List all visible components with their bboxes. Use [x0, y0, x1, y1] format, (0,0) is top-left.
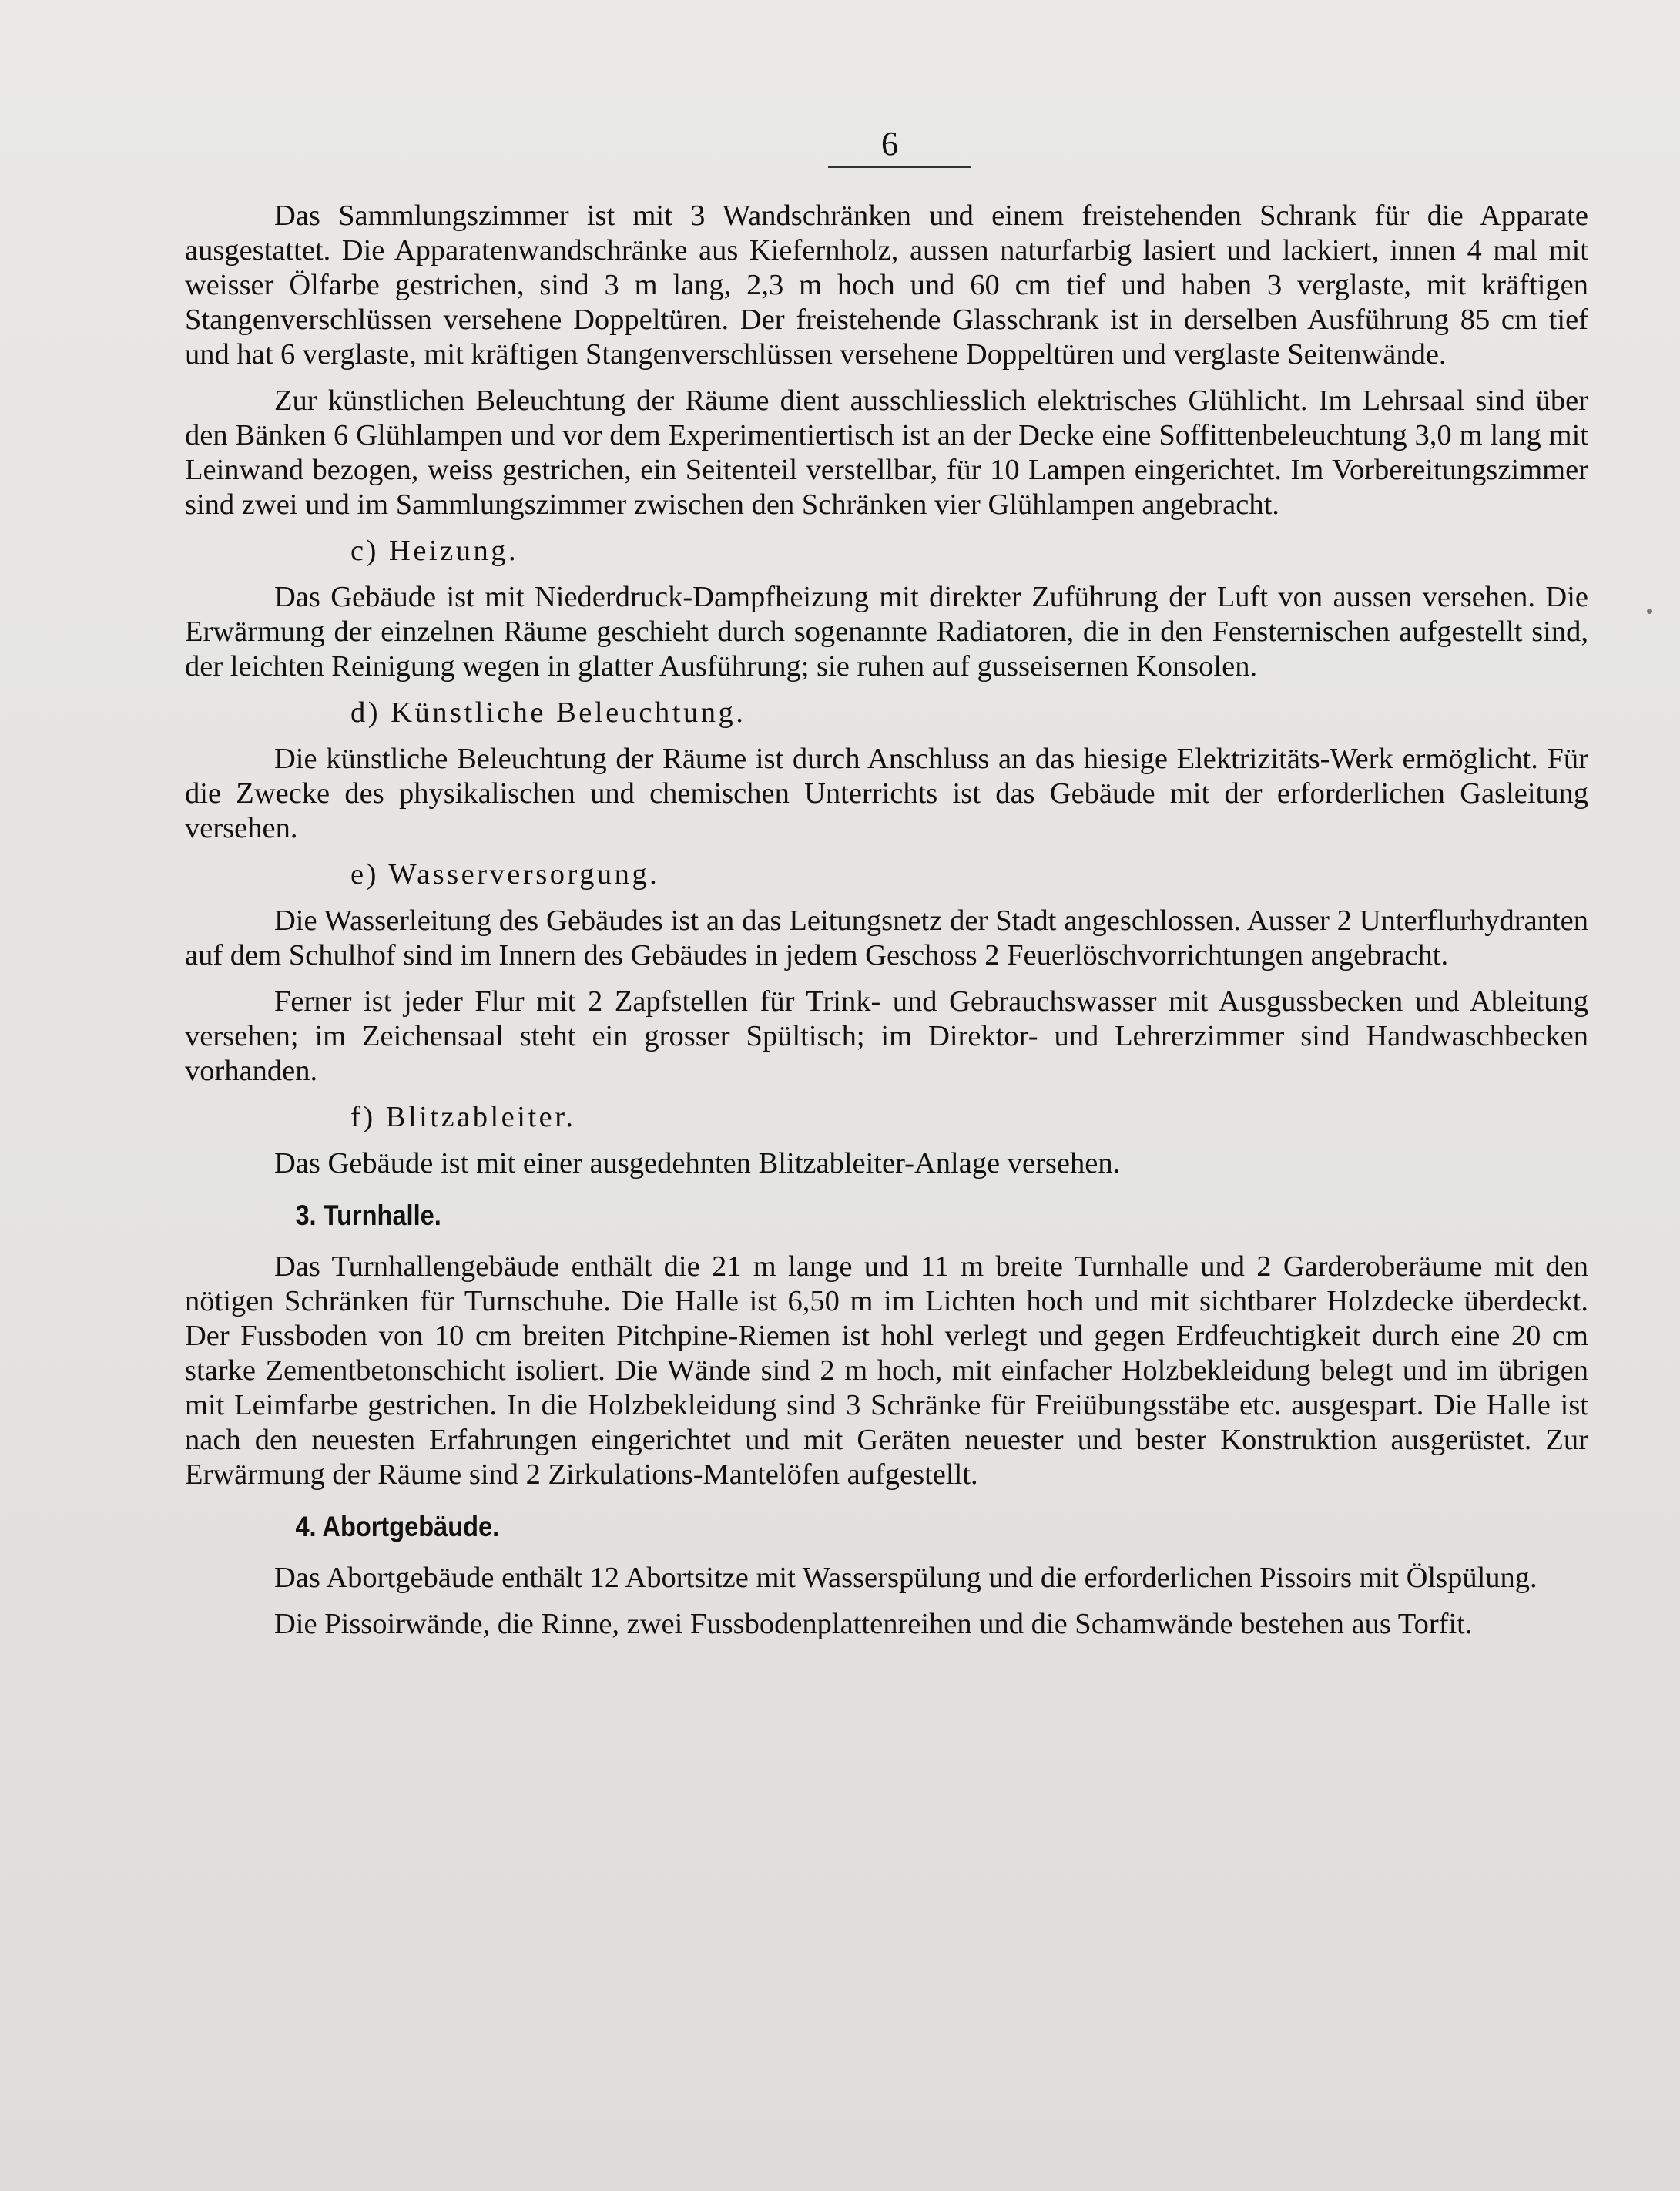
paragraph-blitzableiter: Das Gebäude ist mit einer ausgedehnten Blitzableiter-Anlage versehen.: [274, 1147, 1121, 1179]
paragraph-beleuchtung-raeume: Zur künstlichen Beleuchtung der Räume dient ausschliesslich elektrisches Glühlicht. Im Lehrsaal sind über den Bänken 6 Glühlampen und vor dem Experimentiertisch ist an der Decke eine Soffittenbeleuchtung 3,0 m lang mit Leinwand bezogen, weiss gestrichen, ein Seitenteil verstellbar, für 10 Lampen eingerichtet. Im Vorbereitungszimmer sind zwei und im Sammlungszimmer zwischen den Schränken vier Glühlampen angebracht.: [185, 384, 1588, 521]
section-heading-turnhalle: 3. Turnhalle.: [295, 1200, 441, 1231]
body-text: [185, 199, 1588, 1642]
subheading-blitzableiter: f) Blitzableiter.: [350, 1101, 576, 1133]
paragraph-pissoirwaende: Die Pissoirwände, die Rinne, zwei Fussbodenplattenreihen und die Schamwände bestehen aus Torfit.: [274, 1608, 1473, 1640]
paragraph-sammlungszimmer: Das Sammlungszimmer ist mit 3 Wandschränken und einem freistehenden Schrank für die Apparate ausgestattet. Die Apparatenwandschränke aus Kiefernholz, aussen naturfarbig lasiert und lackiert, innen 4 mal mit weisser Ölfarbe gestrichen, sind 3 m lang, 2,3 m hoch und 60 cm tief und haben 3 verglaste, mit kräftigen Stangenverschlüssen versehene Doppeltüren. Der freistehende Glasschrank ist in derselben Ausführung 85 cm tief und hat 6 verglaste, mit kräftigen Stangenverschlüssen versehene Doppeltüren und verglaste Seitenwände.: [185, 200, 1588, 371]
paragraph-zapfstellen: Ferner ist jeder Flur mit 2 Zapfstellen für Trink- und Gebrauchswasser mit Ausgussbecken und Ableitung versehen; im Zeichensaal steht ein grosser Spültisch; im Direktor- und Lehrerzimmer sind Handwaschbecken vorhanden.: [185, 985, 1588, 1087]
subheading-heizung: c) Heizung.: [350, 535, 519, 567]
paragraph-abortgebaeude: Das Abortgebäude enthält 12 Abortsitze mit Wasserspülung und die erforderlichen Pissoirs mit Ölspülung.: [274, 1562, 1537, 1594]
paper-speck: [1647, 609, 1652, 614]
section-heading-abortgebaeude: 4. Abortgebäude.: [295, 1511, 500, 1542]
paragraph-wasserleitung: Die Wasserleitung des Gebäudes ist an das Leitungsnetz der Stadt angeschlossen. Ausser 2 Unterflurhydranten auf dem Schulhof sind im Innern des Gebäudes in jedem Geschoss 2 Feuerlöschvorrichtungen angebracht.: [185, 904, 1588, 971]
subheading-wasserversorgung: e) Wasserversorgung.: [350, 858, 660, 891]
paragraph-turnhalle: Das Turnhallengebäude enthält die 21 m lange und 11 m breite Turnhalle und 2 Garderoberäume mit den nötigen Schränken für Turnschuhe. Die Halle ist 6,50 m im Lichten hoch und mit sichtbarer Holzdecke überdeckt. Der Fussboden von 10 cm breiten Pitchpine-Riemen ist hohl verlegt und gegen Erdfeuchtigkeit durch eine 20 cm starke Zementbetonschicht isoliert. Die Wände sind 2 m hoch, mit einfacher Holzbekleidung belegt und im übrigen mit Leimfarbe gestrichen. In die Holzbekleidung sind 3 Schränke für Freiübungsstäbe etc. ausgespart. Die Halle ist nach den neuesten Erfahrungen eingerichtet und mit Geräten neuester und bester Konstruktion ausgerüstet. Zur Erwärmung der Räume sind 2 Zirkulations-Mantelöfen aufgestellt.: [185, 1250, 1588, 1491]
paragraph-heizung: Das Gebäude ist mit Niederdruck-Dampfheizung mit direkter Zuführung der Luft von aussen versehen. Die Erwärmung der einzelnen Räume geschieht durch sogenannte Radiatoren, die in den Fensternischen aufgestellt sind, der leichten Reinigung wegen in glatter Ausführung; sie ruhen auf gusseisernen Konsolen.: [185, 581, 1588, 683]
page-number: 6: [881, 125, 898, 163]
paragraph-kuenstliche-beleuchtung: Die künstliche Beleuchtung der Räume ist durch Anschluss an das hiesige Elektrizitäts-Werk ermöglicht. Für die Zwecke des physikalischen und chemischen Unterrichts ist das Gebäude mit der erforderlichen Gasleitung versehen.: [185, 743, 1588, 844]
subheading-kuenstliche-beleuchtung: d) Künstliche Beleuchtung.: [350, 696, 746, 729]
page-number-rule: [828, 166, 971, 168]
